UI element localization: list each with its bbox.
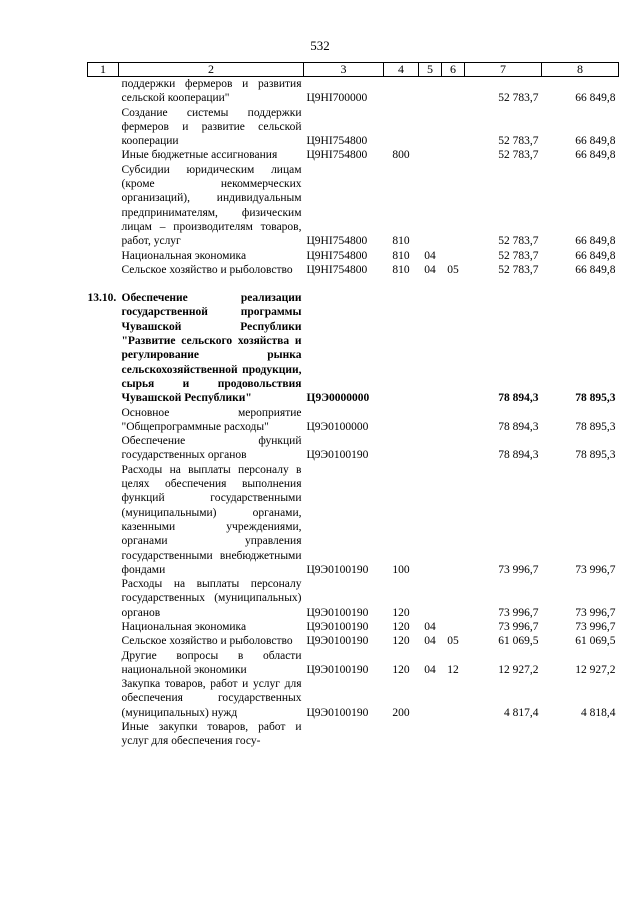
expense-type: 100	[392, 563, 410, 576]
amount-year-1: 61 069,5	[498, 635, 539, 648]
item-name: Субсидии юридическим лицам (кроме некоммерческих организаций), индивидуальным предпринимателям, физическим лицам – производителям товаров, работ, услуг	[121, 163, 302, 248]
table-row	[88, 106, 619, 149]
section-number	[88, 720, 119, 749]
expense-type	[384, 406, 419, 435]
target-code: Ц9Э0100190	[306, 663, 369, 676]
amount-year-2: 78 895,3	[575, 420, 616, 433]
section-code: 04	[424, 620, 436, 633]
item-name: Иные закупки товаров, работ и услуг для обеспечения госу-	[121, 721, 302, 748]
target-code: Ц9Э0000000	[306, 392, 370, 405]
subsection-code	[442, 106, 465, 149]
amount-year-1: 78 894,3	[498, 449, 539, 462]
item-name: Иные бюджетные ассигнования	[121, 149, 278, 162]
amount-year-2: 66 849,8	[575, 92, 616, 105]
amount-year-1: 52 783,7	[498, 235, 539, 248]
item-name: Расходы на выплаты персоналу государственных (муниципальных) органов	[121, 578, 302, 619]
section-number	[88, 463, 119, 577]
target-code: Ц9Э0100000	[306, 420, 369, 433]
amount-year-1: 4 817,4	[504, 706, 539, 719]
amount-year-2: 66 849,8	[575, 263, 616, 276]
subsection-code	[442, 77, 465, 106]
column-header-row	[88, 63, 619, 77]
subsection-code	[442, 677, 465, 720]
section-number	[88, 263, 119, 277]
amount-year-2: 4 818,4	[581, 706, 616, 719]
section-code: 04	[424, 263, 436, 276]
section-number	[88, 634, 119, 648]
amount-year-2: 73 996,7	[575, 563, 616, 576]
expense-type: 810	[392, 235, 410, 248]
amount-year-2: 73 996,7	[575, 606, 616, 619]
amount-year-2: 78 895,3	[575, 392, 616, 405]
amount-year-2: 12 927,2	[575, 663, 616, 676]
table-row	[88, 634, 619, 648]
table-row	[88, 677, 619, 720]
expense-type: 120	[392, 620, 410, 633]
section-number	[88, 249, 119, 263]
section-number	[88, 406, 119, 435]
amount-year-1: 78 894,3	[498, 392, 539, 405]
item-name: Национальная экономика	[121, 249, 247, 262]
column-header: 7	[465, 63, 542, 77]
subsection-code	[442, 577, 465, 620]
target-code: Ц9Э0100190	[306, 635, 369, 648]
section-code	[419, 163, 442, 249]
amount-year-1: 52 783,7	[498, 249, 539, 262]
expense-type	[384, 106, 419, 149]
expense-type	[384, 434, 419, 463]
table-row	[88, 577, 619, 620]
amount-year-1: 78 894,3	[498, 420, 539, 433]
section-code	[419, 434, 442, 463]
table-body	[88, 77, 619, 749]
section-number	[88, 163, 119, 249]
amount-year-1: 52 783,7	[498, 263, 539, 276]
target-code: Ц9Э0100190	[306, 706, 369, 719]
table-row	[88, 148, 619, 162]
target-code	[304, 720, 384, 749]
item-name: Другие вопросы в области национальной экономики	[121, 649, 302, 676]
target-code: Ц9НI700000	[306, 92, 368, 105]
expense-type	[384, 291, 419, 405]
column-header: 5	[419, 63, 442, 77]
column-header: 4	[384, 63, 419, 77]
amount-year-2: 66 849,8	[575, 249, 616, 262]
table-row	[88, 720, 619, 749]
target-code: Ц9Э0100190	[306, 620, 369, 633]
section-number	[88, 649, 119, 678]
amount-year-2: 78 895,3	[575, 449, 616, 462]
table-row	[88, 291, 619, 405]
section-code	[419, 577, 442, 620]
section-code: 04	[424, 635, 436, 648]
subsection-code	[442, 163, 465, 249]
table-row	[88, 434, 619, 463]
section-number	[88, 148, 119, 162]
page-number: 532	[310, 38, 330, 53]
amount-year-1: 73 996,7	[498, 606, 539, 619]
table-row	[88, 249, 619, 263]
section-number	[88, 677, 119, 720]
expense-type: 120	[392, 635, 410, 648]
table-row	[88, 77, 619, 106]
expense-type	[384, 77, 419, 106]
subsection-code	[442, 720, 465, 749]
table-row	[88, 463, 619, 577]
column-header: 2	[119, 63, 304, 77]
target-code: Ц9Э0100190	[306, 606, 369, 619]
subsection-code	[442, 620, 465, 634]
section-number	[88, 106, 119, 149]
amount-year-2: 66 849,8	[575, 149, 616, 162]
table-row	[88, 620, 619, 634]
subsection-code: 05	[447, 635, 459, 648]
column-header: 8	[542, 63, 619, 77]
section-code	[419, 77, 442, 106]
table-row	[88, 263, 619, 277]
section-number	[88, 434, 119, 463]
expense-type: 810	[392, 249, 410, 262]
item-name: Расходы на выплаты персоналу в целях обеспечения выполнения функций государственными (муниципальными) органами, казенными учреждениями, органами управления государственными внебюджетными фондами	[121, 463, 302, 576]
subsection-code	[442, 406, 465, 435]
item-name: Обеспечение функций государственных органов	[121, 435, 302, 462]
item-name: Основное мероприятие "Общепрограммные расходы"	[121, 406, 302, 433]
column-header: 3	[304, 63, 384, 77]
budget-table	[87, 62, 619, 749]
item-name: Обеспечение реализации государственной программы Чувашской Республики "Развитие сельского хозяйства и регулирование рынка сельскохозяйственной продукции, сырья и продовольствия Чувашской Республики"	[121, 292, 302, 405]
expense-type: 800	[392, 149, 410, 162]
section-number	[88, 577, 119, 620]
section-code: 04	[424, 663, 436, 676]
subsection-code	[442, 249, 465, 263]
expense-type: 120	[392, 606, 410, 619]
amount-year-2: 66 849,8	[575, 135, 616, 148]
amount-year-1: 52 783,7	[498, 135, 539, 148]
amount-year-1: 73 996,7	[498, 620, 539, 633]
amount-year-2	[542, 720, 619, 749]
section-code	[419, 291, 442, 405]
subsection-code	[442, 463, 465, 577]
section-code	[419, 106, 442, 149]
item-name: Национальная экономика	[121, 620, 247, 633]
table-row	[88, 163, 619, 249]
section-number	[88, 620, 119, 634]
section-number: 13.10.	[87, 292, 117, 305]
expense-type	[384, 720, 419, 749]
expense-type: 200	[392, 706, 410, 719]
amount-year-1	[465, 720, 542, 749]
target-code: Ц9НI754800	[306, 149, 368, 162]
item-name: Сельское хозяйство и рыболовство	[121, 263, 293, 276]
section-code	[419, 677, 442, 720]
section-code	[419, 463, 442, 577]
item-name: поддержки фермеров и развития сельской кооперации"	[121, 78, 302, 105]
amount-year-1: 12 927,2	[498, 663, 539, 676]
target-code: Ц9НI754800	[306, 263, 368, 276]
expense-type: 120	[392, 663, 410, 676]
section-code	[419, 720, 442, 749]
subsection-code	[442, 434, 465, 463]
expense-type: 810	[392, 263, 410, 276]
amount-year-1: 52 783,7	[498, 92, 539, 105]
subsection-code: 05	[447, 263, 459, 276]
target-code: Ц9НI754800	[306, 249, 368, 262]
section-code: 04	[424, 249, 436, 262]
target-code: Ц9НI754800	[306, 135, 368, 148]
subsection-code	[442, 291, 465, 405]
section-number	[88, 77, 119, 106]
subsection-code: 12	[447, 663, 459, 676]
spacer-row	[88, 277, 619, 291]
column-header: 1	[88, 63, 119, 77]
amount-year-1: 73 996,7	[498, 563, 539, 576]
target-code: Ц9Э0100190	[306, 563, 369, 576]
amount-year-2: 66 849,8	[575, 235, 616, 248]
table-row	[88, 649, 619, 678]
section-code	[419, 148, 442, 162]
amount-year-1: 52 783,7	[498, 149, 539, 162]
item-name: Создание системы поддержки фермеров и развитие сельской кооперации	[121, 106, 302, 148]
column-header: 6	[442, 63, 465, 77]
amount-year-2: 61 069,5	[575, 635, 616, 648]
item-name: Закупка товаров, работ и услуг для обеспечения государственных (муниципальных) нужд	[121, 678, 302, 719]
amount-year-2: 73 996,7	[575, 620, 616, 633]
target-code: Ц9Э0100190	[306, 449, 369, 462]
section-code	[419, 406, 442, 435]
table-row	[88, 406, 619, 435]
target-code: Ц9НI754800	[306, 235, 368, 248]
item-name: Сельское хозяйство и рыболовство	[121, 635, 293, 648]
subsection-code	[442, 148, 465, 162]
